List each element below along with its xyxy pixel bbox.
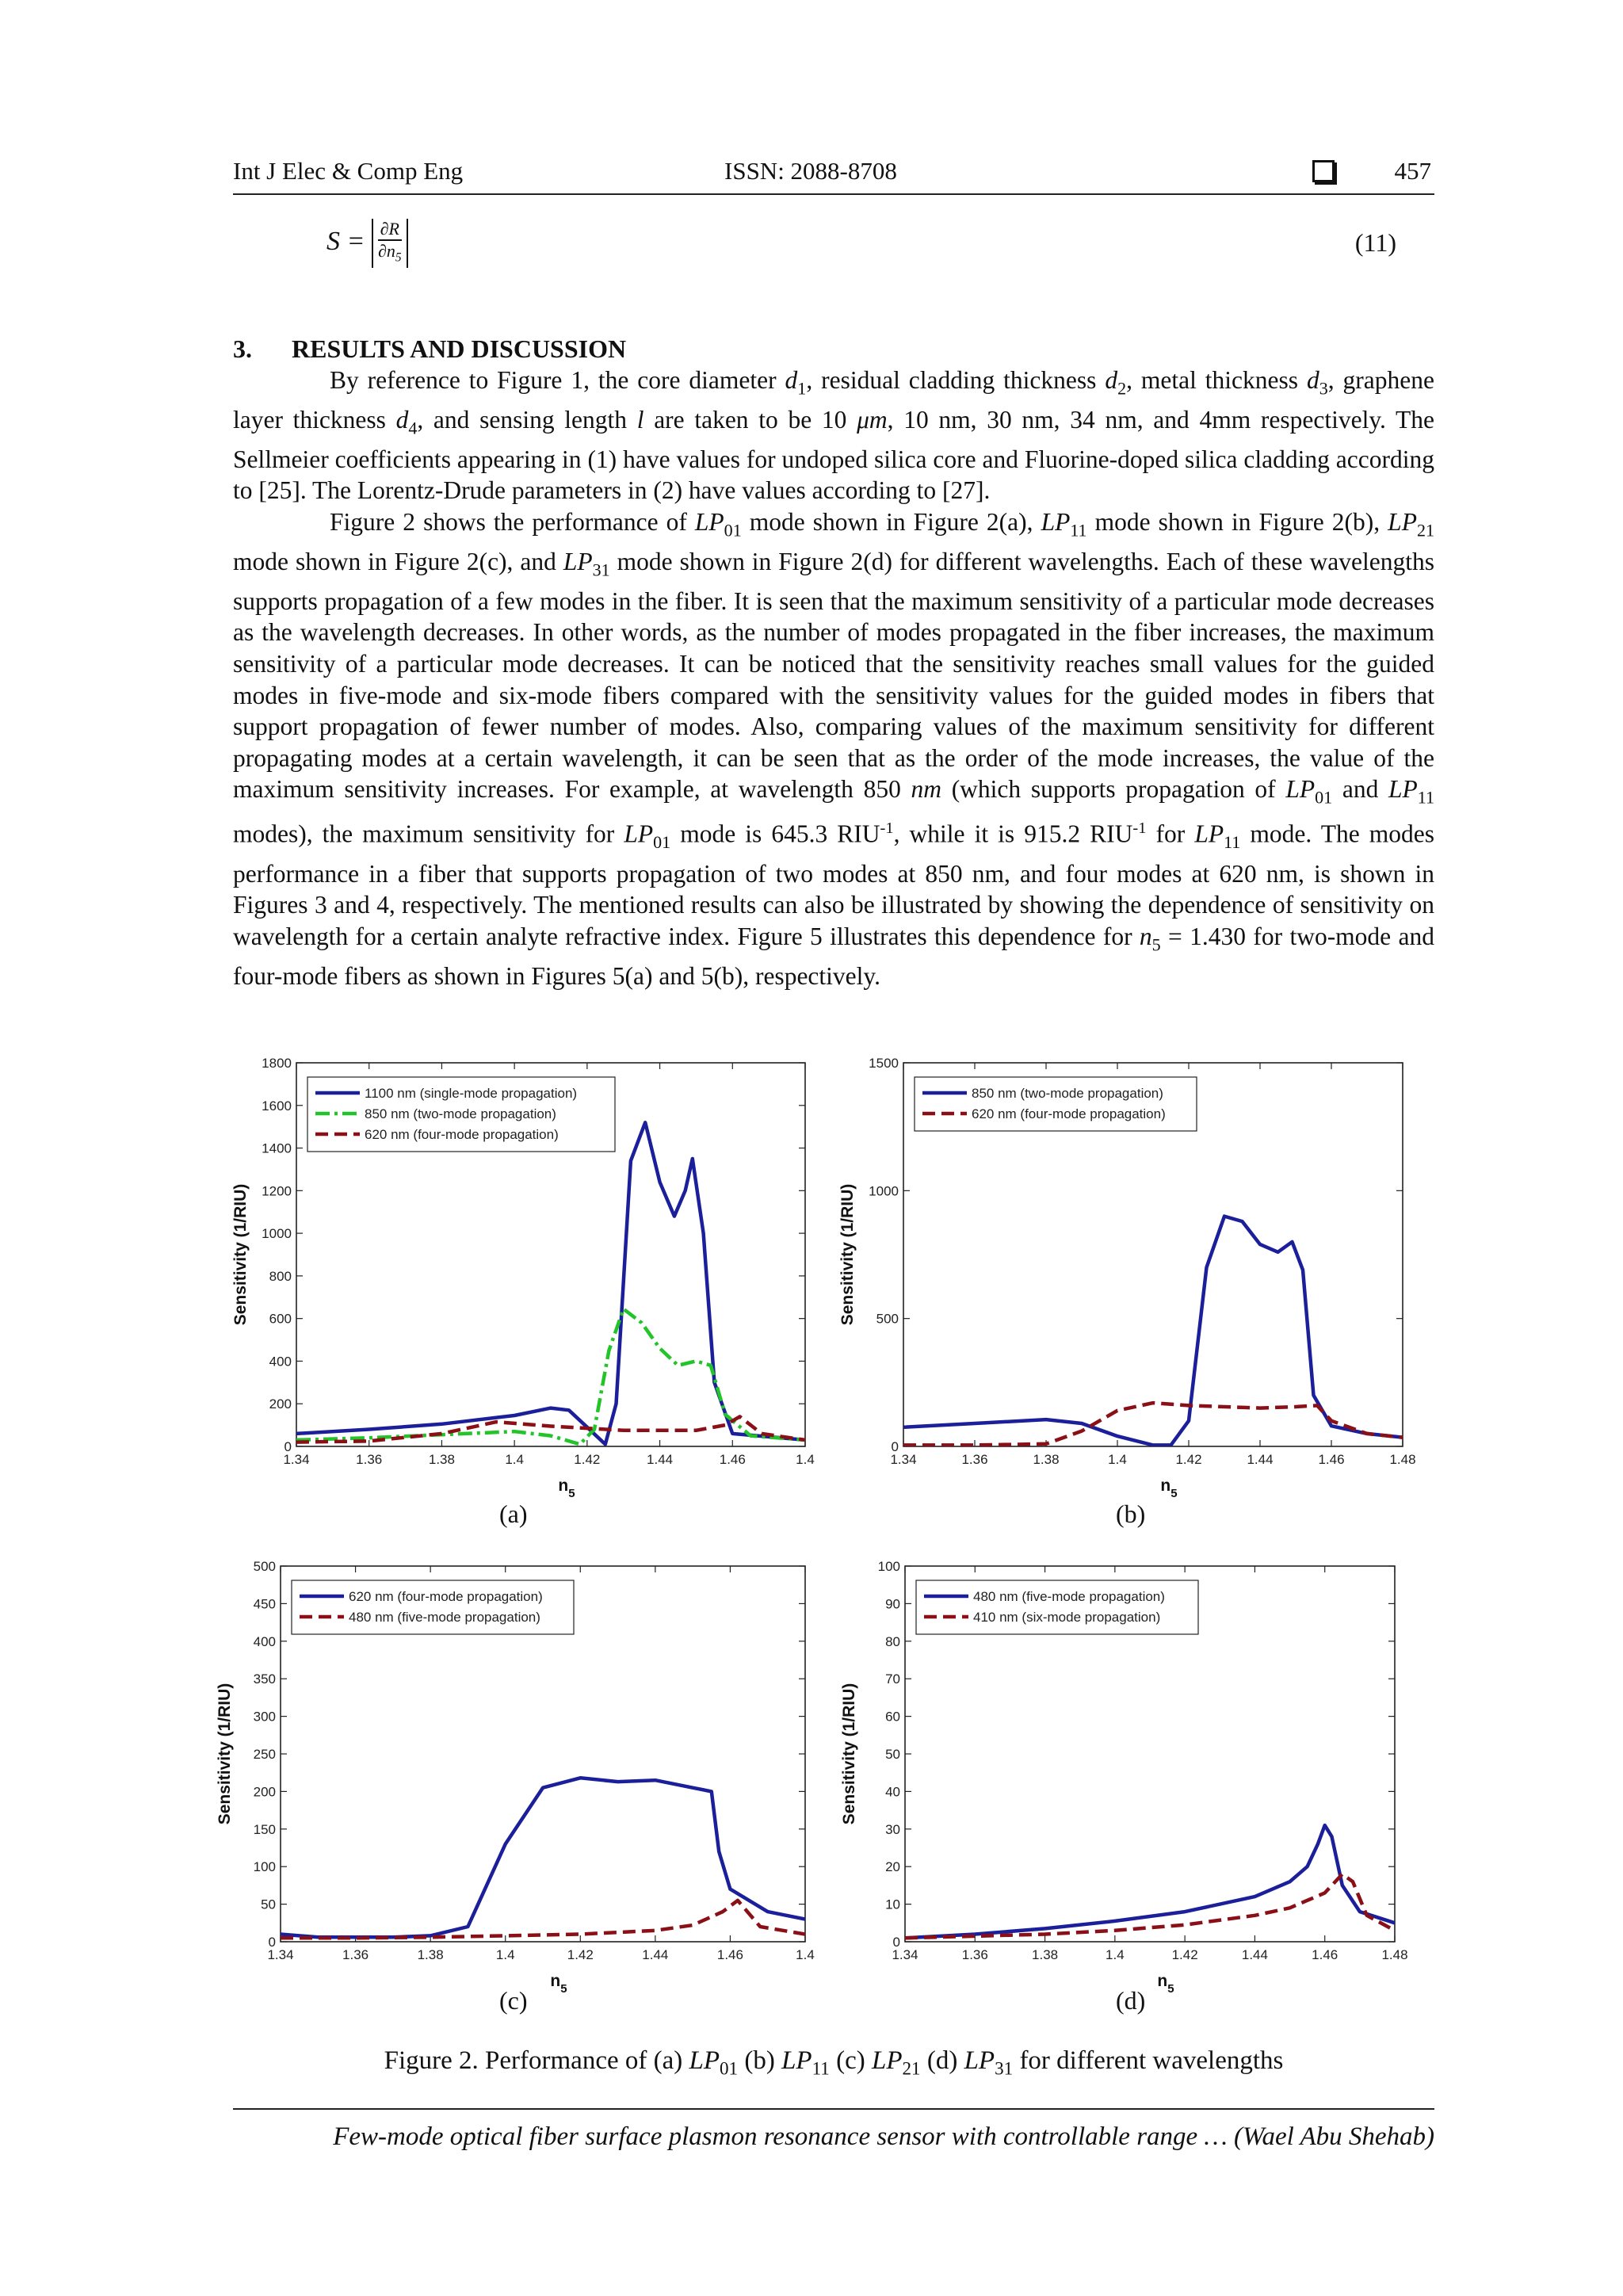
math: d <box>395 405 409 434</box>
math: LP <box>1388 775 1418 804</box>
text: mode shown in Figure 2(d) for different wavelengths. Each of these wavelengths supports propagation of a few modes in the fiber. It is seen that the maximum sensitivity of a particular mode decreases as the wavelength decreases. In other words, as the number of modes propagated in the fiber increases, the maximum sensitivity of a particular mode decreases. It can be noticed that the sensitivity reaches small values for the guided modes in five-mode and six-mode fibers compared with the sensitivity values for the guided modes in fibers that support propagation of fewer number of modes. Also, comparing values of the maximum sensitivity for different propagating modes at a certain wavelength, it can be seen that as the order of the mode increases, the value of the maximum sensitivity increases. For example, at wavelength 850 <box>233 547 1434 804</box>
x-axis-label-sub: 5 <box>1170 1487 1178 1500</box>
x-tick-label: 1.44 <box>642 1947 669 1962</box>
y-tick-label: 30 <box>885 1821 900 1837</box>
eq-lhs: S = <box>327 227 365 256</box>
math: l <box>636 405 644 434</box>
math-sub: 01 <box>653 832 671 852</box>
math-sub: 31 <box>592 560 610 580</box>
math-sub: 31 <box>995 2057 1014 2079</box>
y-tick-label: 1600 <box>262 1098 292 1114</box>
x-tick-label: 1.42 <box>1175 1452 1202 1467</box>
x-tick-label: 1.34 <box>890 1452 917 1467</box>
math: LP <box>563 547 593 575</box>
legend-label: 620 nm (four-mode propagation) <box>349 1589 543 1604</box>
text: for <box>1146 819 1195 848</box>
math: LP <box>1388 507 1417 536</box>
legend-label: 480 nm (five-mode propagation) <box>973 1589 1165 1604</box>
math: nm <box>911 775 942 804</box>
x-tick-label: 1.36 <box>961 1947 988 1962</box>
y-tick-label: 500 <box>253 1559 276 1574</box>
text: for different wavelengths <box>1013 2046 1284 2075</box>
x-axis-label-sub: 5 <box>568 1487 575 1500</box>
panel-label-b: (b) <box>1116 1499 1146 1528</box>
x-axis-label: $n_5$ <box>1157 1972 1174 1996</box>
text: mode shown in Figure 2(a), <box>741 507 1041 536</box>
panel-label-c: (c) <box>499 1986 528 2015</box>
x-tick-label: 1.4 <box>796 1452 815 1467</box>
eq-den-var: ∂n <box>377 241 395 261</box>
y-axis-label: Sensitivity (1/RIU) <box>840 1683 858 1825</box>
text: , 10 nm, 30 nm, 34 nm, and 4mm respectively. The Sellmeier coefficients appearing in (1) have values for undoped silica core and Fluorine-doped silica cladding according to [25]. The Lorentz-Drude parameters in (2) have values according to [27]. <box>233 405 1434 505</box>
text: By reference to Figure 1, the core diameter <box>330 366 785 394</box>
text: (c) <box>829 2046 872 2075</box>
text: and <box>1332 775 1388 804</box>
math: μm <box>857 405 888 434</box>
math-sub: 11 <box>1417 787 1434 808</box>
legend-label: 480 nm (five-mode propagation) <box>349 1610 540 1625</box>
y-axis-label: Sensitivity (1/RIU) <box>216 1683 234 1825</box>
x-tick-label: 1.38 <box>428 1452 455 1467</box>
y-tick-label: 0 <box>284 1439 292 1454</box>
x-tick-label: 1.44 <box>1241 1947 1268 1962</box>
y-tick-label: 1800 <box>262 1056 292 1071</box>
math: LP <box>1041 507 1071 536</box>
x-tick-label: 1.4 <box>1108 1452 1127 1467</box>
y-tick-label: 400 <box>253 1633 276 1649</box>
x-tick-label: 1.42 <box>567 1947 594 1962</box>
x-tick-label: 1.38 <box>1032 1947 1059 1962</box>
eq-numerator: ∂R <box>378 219 402 241</box>
x-tick-label: 1.36 <box>961 1452 988 1467</box>
x-axis-label-sub: 5 <box>560 1982 567 1996</box>
math: LP <box>689 2046 720 2075</box>
journal-name: Int J Elec & Comp Eng <box>233 157 464 185</box>
text: mode is 645.3 RIU <box>670 819 880 848</box>
x-tick-label: 1.34 <box>283 1452 310 1467</box>
x-tick-label: 1.46 <box>1318 1452 1345 1467</box>
panel-label-a: (a) <box>499 1499 528 1528</box>
math: d <box>785 366 798 394</box>
y-tick-label: 800 <box>269 1268 292 1284</box>
text: , metal thickness <box>1126 366 1307 394</box>
math-sub: 5 <box>1151 934 1161 955</box>
x-tick-label: 1.46 <box>1312 1947 1338 1962</box>
y-tick-label: 80 <box>885 1633 900 1649</box>
y-tick-label: 20 <box>885 1859 900 1875</box>
y-tick-label: 350 <box>253 1671 276 1687</box>
text: , while it is 915.2 RIU <box>893 819 1133 848</box>
math: LP <box>1194 819 1224 848</box>
text: are taken to be 10 <box>643 405 857 434</box>
y-tick-label: 10 <box>885 1897 900 1912</box>
legend-label: 850 nm (two-mode propagation) <box>972 1086 1163 1101</box>
math-sub: 4 <box>408 418 418 438</box>
text: modes), the maximum sensitivity for <box>233 819 624 848</box>
math-sub: 11 <box>1070 520 1087 541</box>
y-tick-label: 250 <box>253 1747 276 1762</box>
x-tick-label: 1.42 <box>1171 1947 1198 1962</box>
y-tick-label: 600 <box>269 1311 292 1327</box>
y-tick-label: 500 <box>876 1311 899 1327</box>
issn: ISSN: 2088-8708 <box>724 157 897 185</box>
math: d <box>1306 366 1319 394</box>
y-tick-label: 300 <box>253 1709 276 1725</box>
legend-label: 620 nm (four-mode propagation) <box>365 1127 559 1142</box>
text: , graphene layer thickness <box>233 366 1434 434</box>
math-sub: 2 <box>1117 378 1127 399</box>
math: d <box>1105 366 1118 394</box>
y-tick-label: 200 <box>253 1784 276 1800</box>
math: LP <box>624 819 654 848</box>
y-tick-label: 400 <box>269 1354 292 1370</box>
math-sub: 21 <box>902 2057 921 2079</box>
text: Figure 2. Performance of (a) <box>384 2046 689 2075</box>
y-tick-label: 0 <box>891 1439 899 1454</box>
math-sub: 3 <box>1319 378 1328 399</box>
text: mode shown in Figure 2(b), <box>1086 507 1388 536</box>
y-tick-label: 1200 <box>262 1183 292 1199</box>
text: = 1.430 for two-mode and four-mode fibers as shown in Figures 5(a) and 5(b), respectively. <box>233 922 1434 990</box>
section-title: RESULTS AND DISCUSSION <box>292 334 627 363</box>
math-sub: 11 <box>1224 832 1241 852</box>
x-tick-label: 1.44 <box>647 1452 674 1467</box>
section-number: 3. <box>233 334 252 363</box>
math: LP <box>1285 775 1316 804</box>
legend-label: 1100 nm (single-mode propagation) <box>365 1086 578 1101</box>
superscript: -1 <box>880 819 894 838</box>
math-sub: 21 <box>1416 520 1434 541</box>
y-tick-label: 70 <box>885 1671 900 1687</box>
chart-a <box>231 1056 815 1500</box>
math: LP <box>781 2046 812 2075</box>
y-tick-label: 150 <box>253 1821 276 1837</box>
text: , residual cladding thickness <box>806 366 1106 394</box>
math-sub: 11 <box>812 2057 830 2079</box>
text: (d) <box>920 2046 964 2075</box>
eq-den-sub: 5 <box>395 250 402 265</box>
x-tick-label: 1.34 <box>267 1947 294 1962</box>
math: LP <box>964 2046 995 2075</box>
y-tick-label: 50 <box>885 1747 900 1762</box>
y-tick-label: 1500 <box>869 1056 899 1071</box>
x-axis-label: $n_5$ <box>558 1477 575 1500</box>
equation-number: (11) <box>1354 228 1396 257</box>
figure-caption <box>233 2046 1434 2080</box>
panel-label-d: (d) <box>1116 1986 1146 2015</box>
y-tick-label: 450 <box>253 1596 276 1612</box>
x-axis-label: $n_5$ <box>1160 1477 1178 1500</box>
x-tick-label: 1.44 <box>1247 1452 1274 1467</box>
text: (which supports propagation of <box>941 775 1286 804</box>
math-sub: 01 <box>724 520 742 541</box>
x-tick-label: 1.48 <box>1389 1452 1416 1467</box>
page-footer: Few-mode optical fiber surface plasmon resonance sensor with controllable range … (Wael Abu Shehab) <box>233 2108 1434 2152</box>
y-axis-label: Sensitivity (1/RIU) <box>231 1183 250 1326</box>
x-axis-label-sub: 5 <box>1167 1982 1174 1996</box>
x-tick-label: 1.36 <box>342 1947 369 1962</box>
x-tick-label: 1.46 <box>716 1947 743 1962</box>
x-tick-label: 1.34 <box>892 1947 918 1962</box>
chart-d <box>840 1559 1408 1996</box>
x-tick-label: 1.46 <box>719 1452 746 1467</box>
math: n <box>1139 922 1152 950</box>
y-tick-label: 50 <box>261 1897 276 1912</box>
chart-b <box>838 1056 1416 1500</box>
legend-label: 850 nm (two-mode propagation) <box>365 1106 556 1121</box>
x-tick-label: 1.4 <box>1106 1947 1125 1962</box>
superscript: -1 <box>1132 819 1147 838</box>
x-tick-label: 1.4 <box>495 1947 515 1962</box>
x-tick-label: 1.42 <box>574 1452 601 1467</box>
math-sub: 01 <box>720 2057 739 2079</box>
x-tick-label: 1.38 <box>417 1947 444 1962</box>
chart-c <box>216 1559 815 1996</box>
text: (b) <box>738 2046 782 2075</box>
page-number: 457 <box>1394 157 1431 185</box>
y-tick-label: 100 <box>877 1559 900 1574</box>
y-tick-label: 0 <box>268 1935 276 1950</box>
text: Figure 2 shows the performance of <box>330 507 695 536</box>
legend-label: 620 nm (four-mode propagation) <box>972 1106 1166 1121</box>
x-tick-label: 1.38 <box>1033 1452 1060 1467</box>
text: mode shown in Figure 2(c), and <box>233 547 563 575</box>
legend-label: 410 nm (six-mode propagation) <box>973 1610 1161 1625</box>
y-tick-label: 1400 <box>262 1140 292 1156</box>
x-tick-label: 1.36 <box>356 1452 383 1467</box>
y-tick-label: 100 <box>253 1859 276 1875</box>
y-tick-label: 200 <box>269 1396 292 1412</box>
x-axis-label: $n_5$ <box>550 1972 567 1996</box>
math: LP <box>694 507 724 536</box>
y-tick-label: 1000 <box>262 1226 292 1242</box>
x-tick-label: 1.48 <box>1381 1947 1408 1962</box>
y-tick-label: 90 <box>885 1596 900 1612</box>
y-tick-label: 60 <box>885 1709 900 1725</box>
x-tick-label: 1.4 <box>505 1452 524 1467</box>
math: LP <box>871 2046 903 2075</box>
y-tick-label: 40 <box>885 1784 900 1800</box>
math-sub: 1 <box>797 378 807 399</box>
math-sub: 01 <box>1315 787 1333 808</box>
y-tick-label: 0 <box>892 1935 900 1950</box>
text: mode. The modes performance in a fiber that supports propagation of two modes at 850 nm, and four modes at 620 nm, is shown in Figures 3 and 4, respectively. The mentioned results can also be illustrated by showing the dependence of sensitivity on wavelength for a certain analyte refractive index. Figure 5 illustrates this dependence for <box>233 819 1434 950</box>
y-axis-label: Sensitivity (1/RIU) <box>838 1183 857 1326</box>
y-tick-label: 1000 <box>869 1183 899 1199</box>
x-tick-label: 1.4 <box>796 1947 815 1962</box>
text: , and sensing length <box>417 405 637 434</box>
